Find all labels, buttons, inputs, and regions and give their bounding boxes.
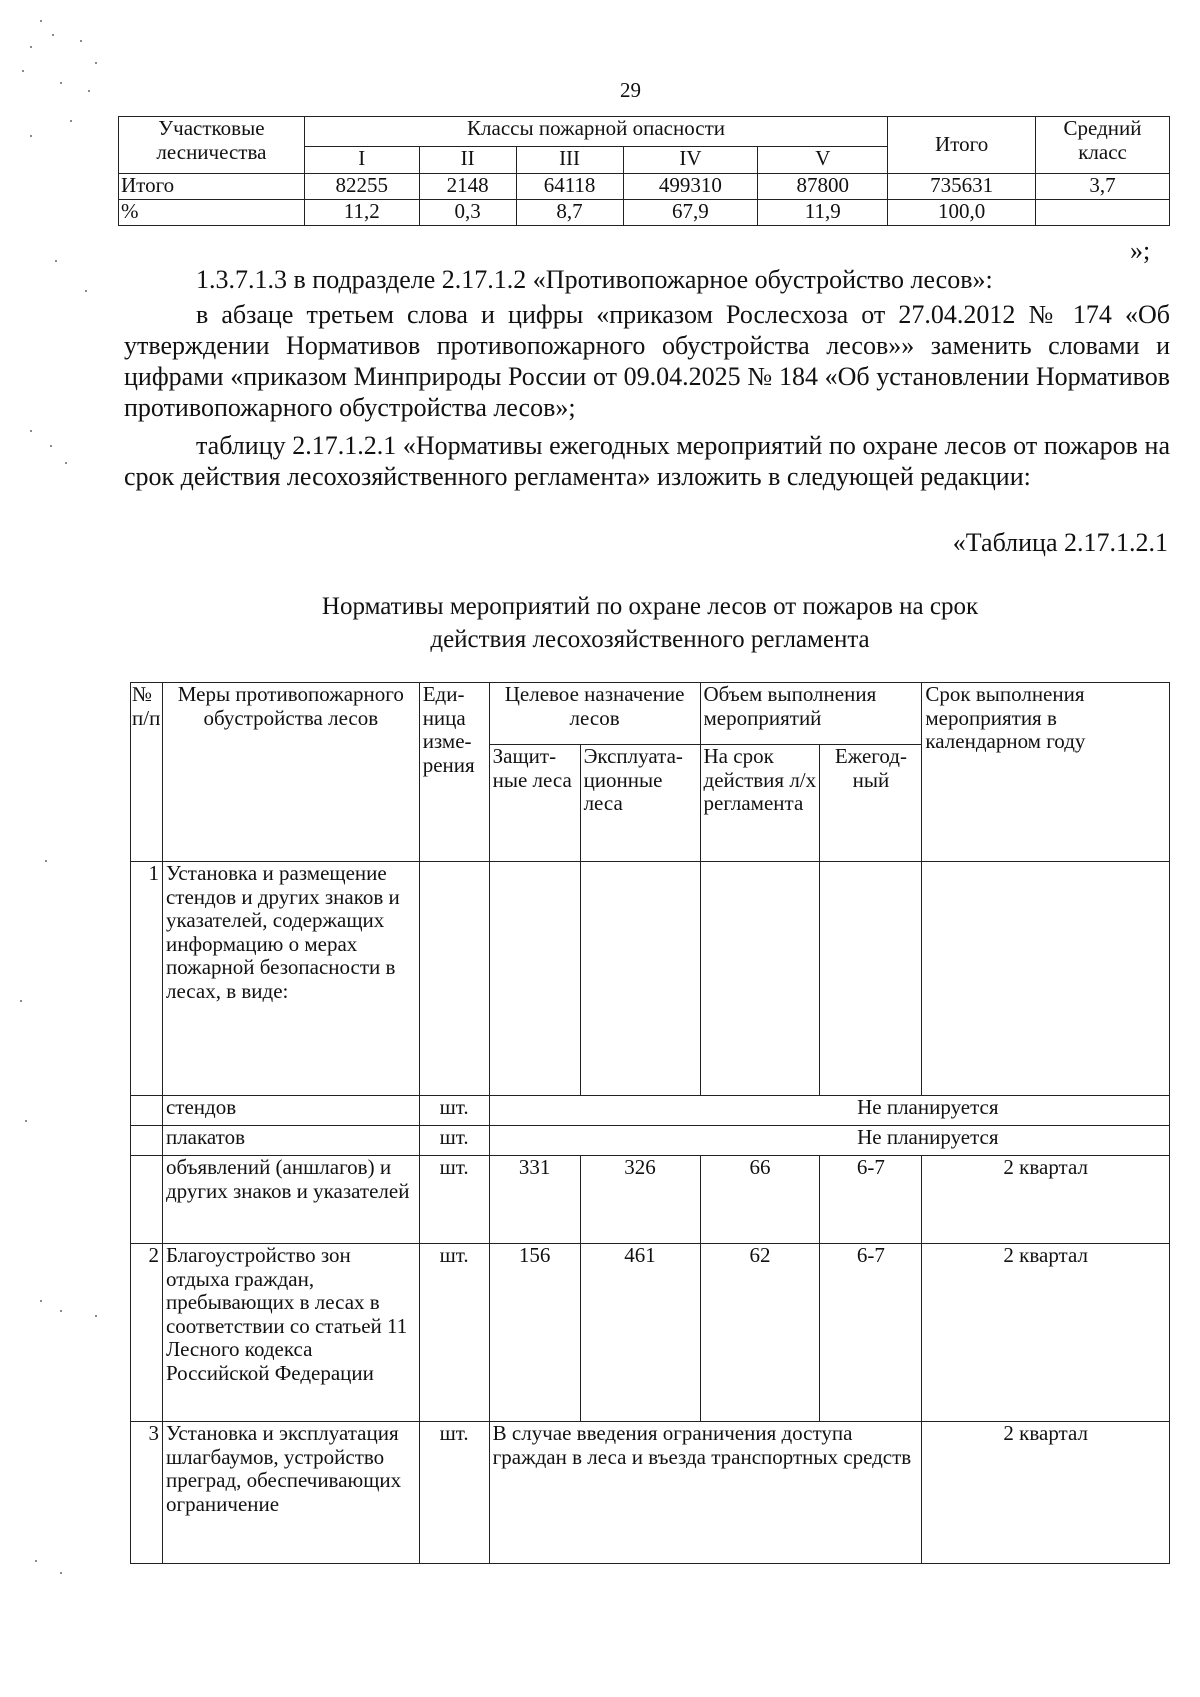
cell-total: 735631	[888, 174, 1036, 200]
class-header: III	[516, 147, 623, 174]
cell-value: 67,9	[623, 200, 758, 226]
table-row	[119, 200, 1170, 226]
cell-exploit: 461	[580, 1244, 700, 1422]
header-num: № п/п	[131, 683, 163, 862]
header-volume: Объем выполнения мероприятий	[700, 683, 922, 745]
cell-value: 499310	[623, 174, 758, 200]
table-title-line: Нормативы мероприятий по охране лесов от пожаров на срок	[321, 593, 979, 620]
header-exploit: Эксплуата-ционные леса	[580, 745, 700, 862]
cell-deadline: 2 квартал	[922, 1156, 1170, 1244]
table-row	[131, 862, 1170, 1096]
row-label: Итого	[119, 174, 305, 200]
row-note: Не планируется	[489, 1126, 1169, 1156]
cell-total: 100,0	[888, 200, 1036, 226]
header-total: Итого	[888, 117, 1036, 174]
table-row	[119, 174, 1170, 200]
cell-term: 62	[700, 1244, 820, 1422]
cell-deadline: 2 квартал	[922, 1422, 1170, 1564]
fire-measures-table	[130, 682, 1170, 1564]
header-classes: Классы пожарной опасности	[304, 117, 887, 147]
page-number: 29	[620, 78, 641, 102]
row-measure: Благоустройство зон отдыха граждан, пребывающих в лесах в соответствии со статьей 11 Лесного кодекса Российской Федерации	[162, 1244, 419, 1422]
header-forestry: Участковые лесничества	[119, 117, 305, 174]
cell-protective: 156	[489, 1244, 580, 1422]
table-title-line: действия лесохозяйственного регламента	[430, 626, 870, 653]
class-header: I	[304, 147, 419, 174]
row-unit: шт.	[419, 1096, 489, 1126]
row-unit: шт.	[419, 1156, 489, 1244]
header-purpose: Целевое назначение лесов	[489, 683, 700, 745]
class-header: IV	[623, 147, 758, 174]
table-row	[131, 1096, 1170, 1126]
row-measure: Установка и эксплуатация шлагбаумов, устройство преград, обеспечивающих ограничение	[162, 1422, 419, 1564]
cell-value: 11,2	[304, 200, 419, 226]
header-avg: Средний класс	[1036, 117, 1170, 174]
cell-value: 0,3	[419, 200, 516, 226]
row-unit: шт.	[419, 1422, 489, 1564]
header-annual: Ежегод-ный	[820, 745, 922, 862]
table-title	[130, 590, 1170, 656]
row-measure: стендов	[162, 1096, 419, 1126]
row-measure: плакатов	[162, 1126, 419, 1156]
header-term: На срок действия л/х регламента	[700, 745, 820, 862]
class-header: II	[419, 147, 516, 174]
cell-value: 8,7	[516, 200, 623, 226]
header-measures: Меры противопожарного обустройства лесов	[162, 683, 419, 862]
row-label: %	[119, 200, 305, 226]
row-note: Не планируется	[489, 1096, 1169, 1126]
row-note: В случае введения ограничения доступа граждан в леса и въезда транспортных средств	[489, 1422, 922, 1564]
paragraph-1: 1.3.7.1.3 в подразделе 2.17.1.2 «Противопожарное обустройство лесов»:	[196, 265, 993, 294]
cell-value: 64118	[516, 174, 623, 200]
fire-class-table	[118, 116, 1170, 226]
paragraph-2: в абзаце третьем слова и цифры «приказом Рослесхоза от 27.04.2012 № 174 «Об утверждении Нормативов противопожарного обустройства лесов»» заменить словами и цифрами «приказом Минприроды России от 09.04.2025 № 184 «Об установлении Нормативов противопожарного обустройства лесов»;	[124, 300, 1170, 422]
header-unit: Еди-ница изме-рения	[419, 683, 489, 862]
table-row	[131, 1422, 1170, 1564]
cell-avg	[1036, 200, 1170, 226]
table-row	[131, 1156, 1170, 1244]
header-deadline: Срок выполнения мероприятия в календарном году	[922, 683, 1170, 862]
table-row	[131, 1244, 1170, 1422]
row-num: 3	[131, 1422, 163, 1564]
row-num: 1	[131, 862, 163, 1096]
row-measure: объявлений (аншлагов) и других знаков и указателей	[162, 1156, 419, 1244]
class-header: V	[758, 147, 888, 174]
cell-annual: 6-7	[820, 1156, 922, 1244]
row-measure: Установка и размещение стендов и других знаков и указателей, содержащих информацию о мерах пожарной безопасности в лесах, в виде:	[162, 862, 419, 1096]
cell-value: 11,9	[758, 200, 888, 226]
row-unit: шт.	[419, 1244, 489, 1422]
quote-end: »;	[1130, 236, 1151, 265]
cell-value: 87800	[758, 174, 888, 200]
cell-value: 2148	[419, 174, 516, 200]
table-reference: «Таблица 2.17.1.2.1	[952, 528, 1168, 557]
cell-exploit: 326	[580, 1156, 700, 1244]
table-row	[131, 1126, 1170, 1156]
cell-protective: 331	[489, 1156, 580, 1244]
row-unit: шт.	[419, 1126, 489, 1156]
header-protective: Защит-ные леса	[489, 745, 580, 862]
cell-deadline: 2 квартал	[922, 1244, 1170, 1422]
paragraph-3: таблицу 2.17.1.2.1 «Нормативы ежегодных мероприятий по охране лесов от пожаров на срок действия лесохозяйственного регламента» изложить в следующей редакции:	[124, 431, 1170, 491]
cell-value: 82255	[304, 174, 419, 200]
row-num: 2	[131, 1244, 163, 1422]
cell-annual: 6-7	[820, 1244, 922, 1422]
cell-term: 66	[700, 1156, 820, 1244]
cell-avg: 3,7	[1036, 174, 1170, 200]
